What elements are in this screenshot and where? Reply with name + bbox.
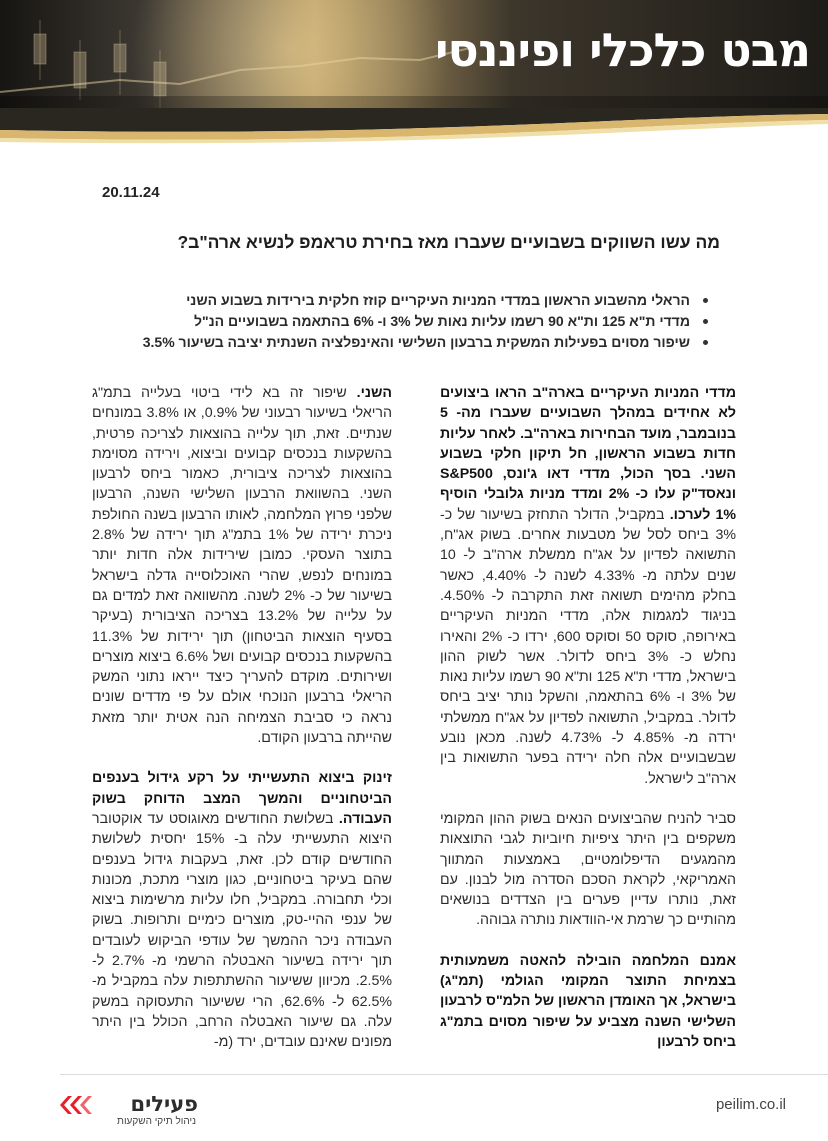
website-link[interactable]: peilim.co.il [715, 1096, 786, 1113]
paragraph-lead: אמנם המלחמה הובילה להאטה משמעותית בצמיחת התוצר המקומי הגולמי (תמ"ג) בישראל, אך האומדן הראשון של הלמ"ס לרבעון השלישי השנה מצביע על שיפור מסוים בתמ"ג ביחס לרבעון [440, 952, 736, 1050]
paragraph [92, 383, 392, 748]
paragraph-body: בשלושת החודשים מאוגוסט עד אוקטובר היצוא התעשייתי עלה ב- 15% יחסית לשלושת החודשים קודם לכן. זאת, בעקבות גידול בענפים שהם בעיקר ביטחוניים, כגון מוצרי מתכת, מכונות וכלי תחבורה. במקביל, חלו עליות מרשימות ביצוא של ענפי ההיי-טק, מוצרים כימיים ותרופות. בשוק העבודה ניכר ההמשך של עודפי הביקוש לעובדים תוך ירידה בשיעור האבטלה הרשמי מ- 2.7% ל- 2.5%. מכיוון ששיעור ההשתתפות עלה במקביל מ- 62.5% ל- 62.6%, הרי ששיעור התעסוקה במשק עלה. גם שיעור האבטלה הרחב, הכולל בין היתר מפונים שאינם עובדים, ירד (מ- [92, 810, 393, 1051]
company-logo [58, 1092, 198, 1130]
bullet-item: שיפור מסוים בפעילות המשקית ברבעון השלישי והאינפלציה השנתית יציבה בשיעור 3.5% [110, 332, 710, 353]
paragraph-lead: זינוק ביצוא התעשייתי על רקע גידול בענפים הביטחוניים והמשך המצב הדוחק בשוק העבודה. [92, 770, 392, 827]
bullet-item: מדדי ת"א 125 ות"א 90 רשמו עליות נאות של 3% ו- 6% בהתאמה בשבועיים הנ"ל [110, 311, 710, 332]
paragraph: סביר להניח שהביצועים הנאים בשוק ההון המקומי משקפים בין היתר ציפיות חיוביות לגבי התוצאות מהמגעים הדיפלומטיים, באמצעות המתווך האמריקאי, לקראת הסכם הסדרה מול לבנון. עם זאת, נותרו עדיין פערים בין הצדדים בנושאים מהותיים כך שרמת אי-הוודאות נותרה גבוהה. [440, 810, 736, 929]
chevrons-logo-icon [58, 1094, 92, 1116]
article-column-left [92, 383, 392, 1073]
paragraph-body: במקביל, הדולר התחזק בשיעור של כ- 3% ביחס לסל של מטבעות אחרים. בשוק אג"ח, התשואה לפדיון על אג"ח ממשלת ארה"ב ל- 10 שנים עלתה מ- 4.33% לשנה ל- 4.40%, כאשר בחלק מהימים תשואה זאת התקרבה ל- 4.50%. בניגוד למגמות אלה, מדדי המניות העיקריים באירופה, סוקס 50 וסוקס 600, ירדו כ- 2% והאירו נחלש כ- 3% ביחס לדולר. אשר לשוק ההון בישראל, מדדי ת"א 125 ות"א 90 רשמו עליות נאות של 3% ו- 6% בהתאמה, והשקל נותר יציב ביחס לדולר. במקביל, התשואה לפדיון על אג"ח ממשלתי ירדה מ- 4.85% ל- 4.73% לשנה. מכאן נובע שבשבועיים אלה חלה ירידה בפער התשואות בין ארה"ב לישראל. [440, 506, 737, 787]
gold-wave-divider [0, 108, 828, 148]
paragraph [440, 951, 736, 1052]
paragraph [92, 768, 392, 1052]
header-banner [0, 0, 828, 108]
bullet-item: הראלי מהשבוע הראשון במדדי המניות העיקריים קוזז חלקית בירידות בשבוע השני [110, 290, 710, 311]
paragraph [440, 383, 736, 789]
paragraph-body: שיפור זה בא לידי ביטוי בעלייה בתמ"ג הריאלי בשיעור רבעוני של 0.9%, או 3.8% במונחים שנתיים. זאת, תוך עלייה בהוצאות לצריכה פרטית, בהשקעות בנכסים קבועים וביצוא, וירידה מסוימת בהוצאות לצריכה ציבורית, כאמור ביחס לרבעון השני. בהשוואת הרבעון השלישי השנה, הרבעון שלפני פרוץ המלחמה, לאותו הרבעון בשנה החולפת ניכרת ירידה של 1% בתמ"ג תוך ירידה של 2.8% בתוצר העסקי. כמובן שירידות אלה חדות יותר במונחים לנפש, שהרי האוכלוסייה גדלה בישראל בשיעור של כ- 2% לשנה. מהשוואה זאת למדים גם על עלייה של 13.2% בצריכה הציבורית (בעיקר בסעיף הוצאות הביטחון) תוך ירידות של 11.3% בהשקעות בנכסים קבועים ושל 6.6% ביצוא מוצרים ושירותים. מוקדם להעריך כיצד ייראו נתוני המשק הריאלי ברבעון הנוכחי אולם על פי מדדים שונים נראה כי סביבת הצמיחה הנה אטית יותר מזאת שהייתה ברבעון הקודם. [92, 385, 393, 747]
summary-bullets [110, 290, 710, 353]
page-title: מבט כלכלי ופיננסי [434, 23, 810, 77]
publication-date: 20.11.24 [102, 184, 160, 201]
logo-name: פעילים [130, 1092, 198, 1116]
paragraph-lead: מדדי המניות העיקריים בארה"ב הראו ביצועים לא אחידים במהלך השבועיים שעברו מה- 5 בנובמבר, מועד הבחירות בארה"ב. לאחר עליות חדות בשבוע הראשון, חל תיקון חלקי בשבוע השני. בסך הכול, מדדי דאו ג'ונס, S&P500 ונאסד"ק עלו כ- 2% ומדד מניות גלובלי הוסיף 1% לערכו. [440, 385, 736, 523]
footer-divider [60, 1074, 828, 1075]
headline: מה עשו השווקים בשבועיים שעברו מאז בחירת טראמפ לנשיא ארה"ב? [177, 232, 720, 252]
article-column-right [440, 383, 736, 1072]
logo-tagline: ניהול תיקי השקעות [117, 1116, 196, 1127]
paragraph-lead: השני. [356, 385, 392, 401]
